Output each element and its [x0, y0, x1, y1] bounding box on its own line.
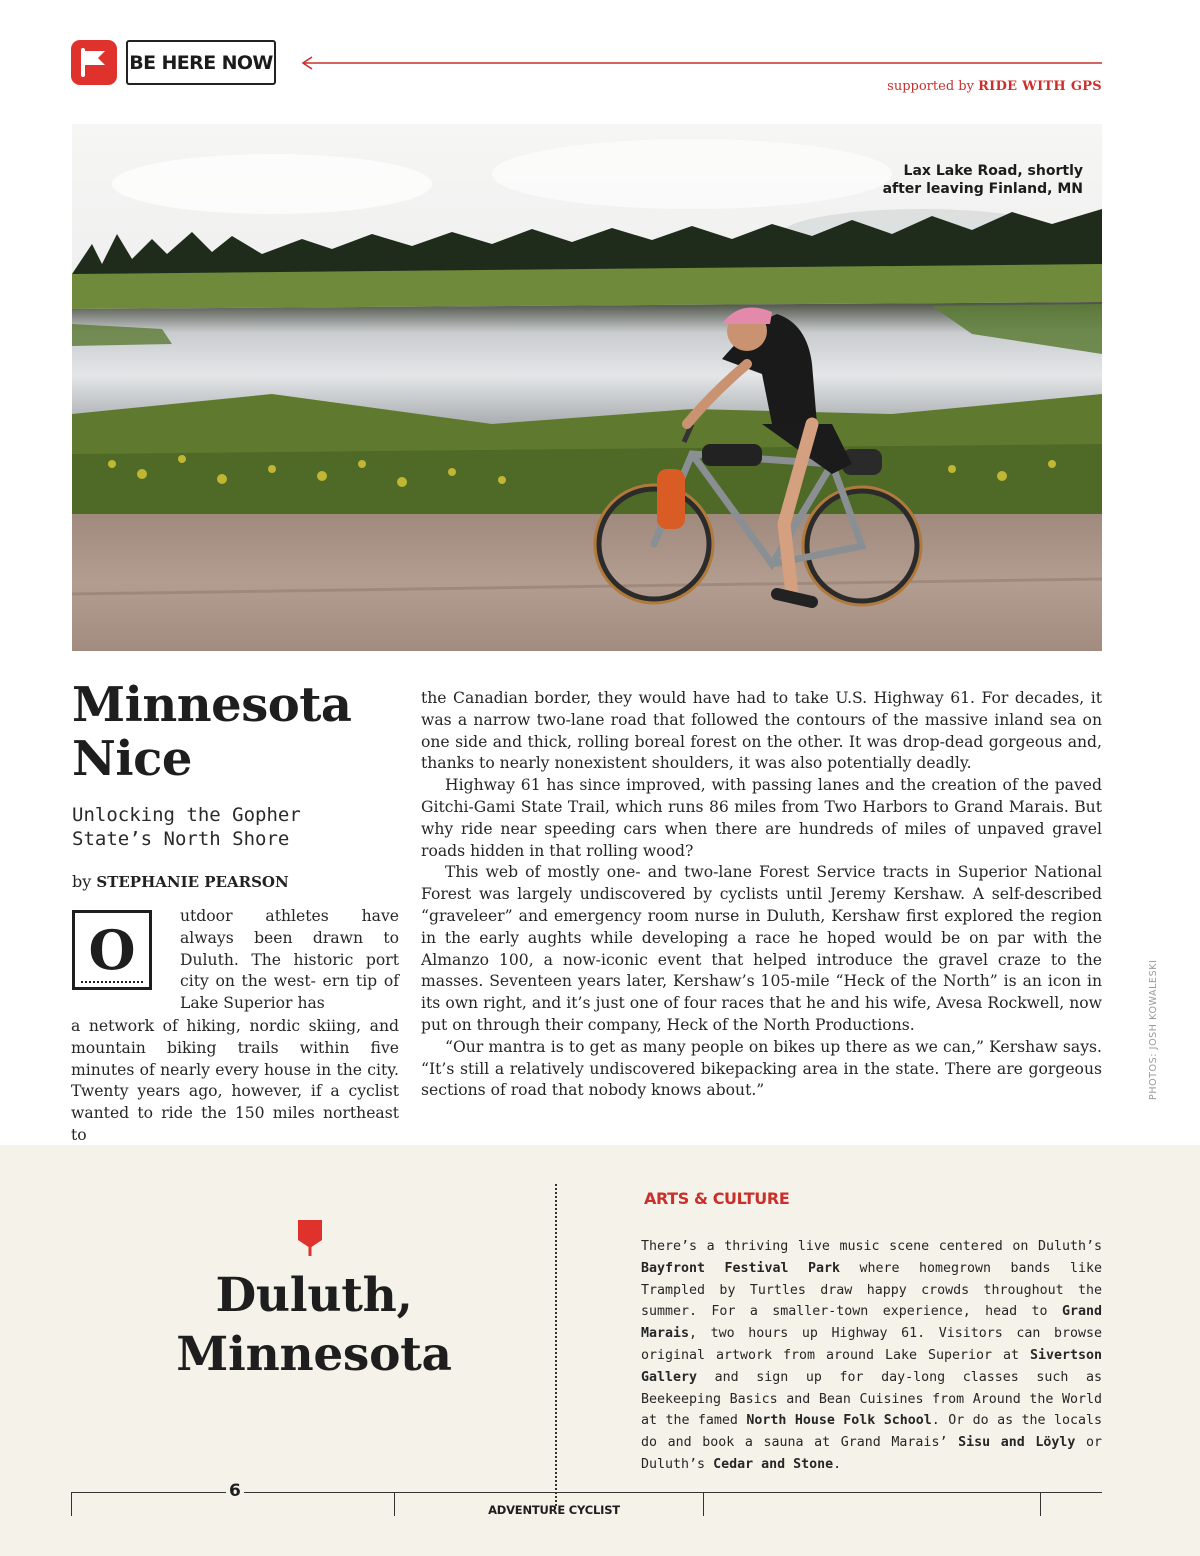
photo-caption: [823, 162, 1083, 198]
footer-tick: [703, 1492, 704, 1516]
map-pin-flag-icon: [297, 1218, 323, 1258]
sidebar-text-6: or Duluth’s: [641, 1435, 1102, 1472]
venue-bayfront: Bayfront Festival Park: [641, 1260, 841, 1276]
paragraph-2: Highway 61 has since improved, with passing lanes and the creation of the paved Gitchi-Gami State Trail, which runs 86 miles from Two Harbors to Grand Marais. But why ride near speeding cars when there are hundreds of miles of unpaved gravel roads hidden in that rolling wood?: [421, 776, 1102, 860]
paragraph-3: This web of mostly one- and two-lane Forest Service tracts in Superior National Forest was largely undiscovered by cyclists until Jeremy Kershaw. A self-described “graveleer” and emergency room nurse in Duluth, Kershaw first explored the region in the early aughts while developing a race he hoped would be on par with the Almanzo 100, a now-iconic event that helped introduce the gravel craze to the masses. Seventeen years later, Kershaw’s 105-mile “Heck of the North” is an icon in its own right, and it’s just one of four races that he and his wife, Avesa Rockwell, now put on through their company, Heck of the North Productions.: [421, 863, 1102, 1034]
arrow-left-icon: [300, 56, 1102, 70]
caption-line2: after leaving Finland, MN: [882, 181, 1083, 197]
hero-photo: [72, 124, 1102, 651]
drop-cap: [72, 910, 152, 990]
paragraph-4: “Our mantra is to get as many people on bikes up there as we can,” Kershaw says. “It’s still a relatively undiscovered bikepacking area in the state. There are gorgeous sections of road that nobody knows about.”: [421, 1037, 1102, 1100]
article-subtitle: [72, 803, 402, 851]
byline-prefix: by: [72, 872, 97, 891]
sidebar-text-5: . Or do as the locals do and book a sauna at Grand Marais’: [641, 1413, 1103, 1451]
caption-line1: Lax Lake Road, shortly: [903, 163, 1083, 179]
sponsor-name: RIDE WITH GPS: [978, 79, 1102, 94]
title-line2: Nice: [72, 731, 192, 787]
city-line1: Duluth,: [215, 1268, 413, 1323]
subtitle-line2: State’s North Shore: [72, 828, 290, 850]
venue-north-house: North House Folk School: [746, 1413, 932, 1429]
sidebar-heading: ARTS & CULTURE: [644, 1189, 790, 1208]
sidebar-text-1: There’s a thriving live music scene centered on Duluth’s: [641, 1239, 1102, 1254]
footer-tick: [394, 1492, 395, 1516]
drop-cap-letter: O: [88, 918, 136, 982]
sidebar-text-3: , two hours up Highway 61. Visitors can browse original artwork from around Lake Superior at: [641, 1326, 1102, 1363]
venue-sisu: Sisu and Löyly: [958, 1435, 1076, 1451]
venue-cedar-stone: Cedar and Stone: [713, 1456, 834, 1472]
footer-tick: [71, 1492, 72, 1516]
flag-icon: [71, 40, 117, 85]
subtitle-line1: Unlocking the Gopher: [72, 804, 301, 826]
sponsor-credit: [887, 79, 1102, 94]
city-line2: Minnesota: [176, 1327, 452, 1382]
sidebar-text: [641, 1236, 1102, 1476]
byline: [72, 872, 289, 891]
dotted-divider: [555, 1184, 557, 1506]
author-name: STEPHANIE PEARSON: [96, 873, 289, 891]
drop-cap-rule: [81, 981, 143, 984]
venue-grand-marais: Grand Marais: [641, 1304, 1102, 1342]
city-title: [114, 1266, 514, 1384]
sidebar-text-4: and sign up for day-long classes such as Beekeeping Basics and Bean Cuisines from Around the World at the famed: [641, 1369, 1102, 1429]
sidebar-text-7: .: [833, 1456, 842, 1472]
venue-sivertson: Sivertson Gallery: [641, 1347, 1102, 1385]
sidebar-text-2: where homegrown bands like Trampled by Turtles draw happy crowds throughout the summer. For a smaller-town experience, head to: [641, 1260, 1102, 1320]
photo-credit: PHOTOS: JOSH KOWALESKI: [1148, 959, 1159, 1100]
sponsor-prefix: supported by: [887, 79, 979, 94]
magazine-name: ADVENTURE CYCLIST: [488, 1503, 620, 1517]
page-number: 6: [226, 1481, 244, 1501]
article-title: [72, 678, 402, 786]
paragraph-1-bottom: a network of hiking, nordic skiing, and mountain biking trails within five minutes of nearly every house in the city. Twenty years ago, however, if a cyclist wanted to ride the 150 miles northeast to: [71, 1017, 399, 1144]
paragraph-1-continued: the Canadian border, they would have had to take U.S. Highway 61. For decades, it was a narrow two-lane road that followed the contours of the massive inland sea on one side and thick, rolling boreal forest on the other. It was drop-dead gorgeous and, thanks to nearly nonexistent shoulders, it was also potentially deadly.: [421, 689, 1102, 773]
section-label: BE HERE NOW: [126, 40, 276, 85]
article-column-2: [421, 688, 1102, 1102]
footer-tick: [1040, 1492, 1041, 1516]
paragraph-1-top: utdoor athletes have always been drawn to Duluth. The historic port city on the west- ern tip of Lake Superior has: [180, 907, 399, 1013]
title-line1: Minnesota: [72, 677, 352, 733]
